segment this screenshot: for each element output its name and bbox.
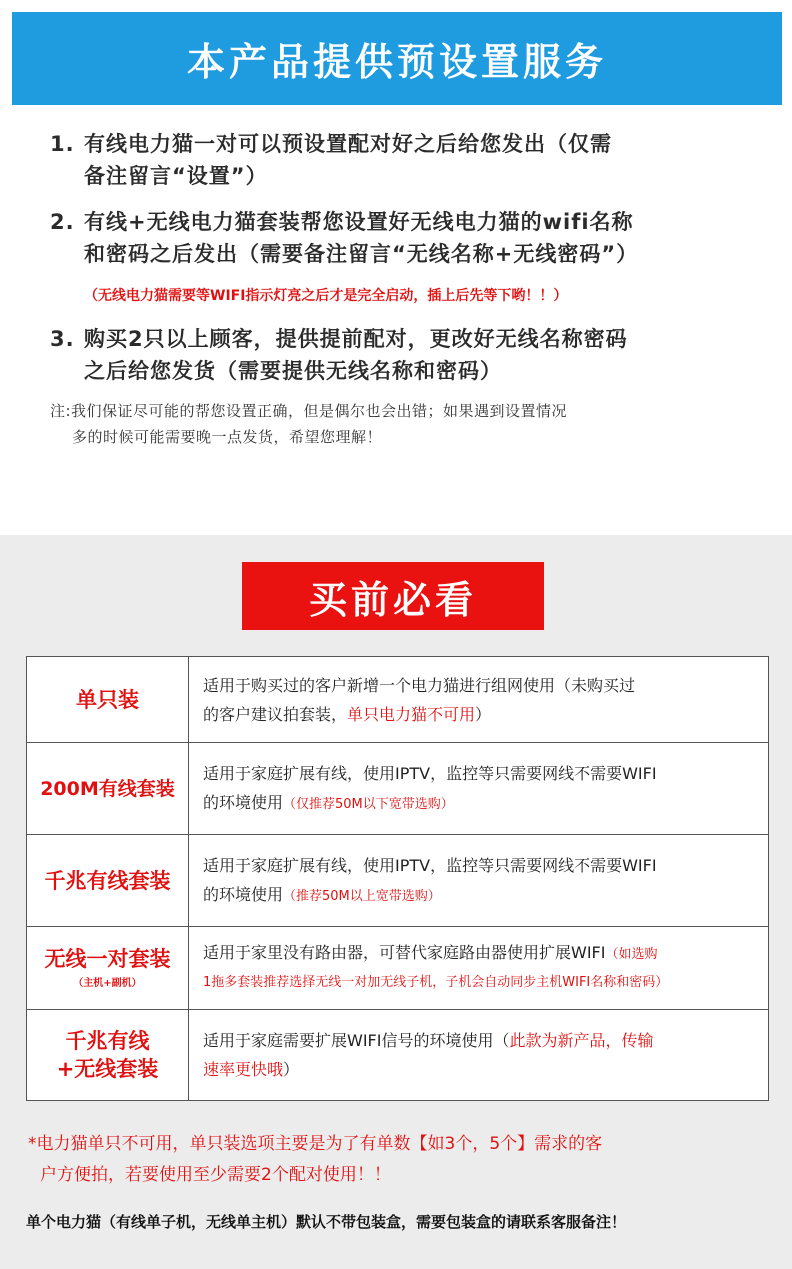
desc-text: 适用于家庭需要扩展WIFI信号的环境使用（	[203, 1031, 510, 1050]
desc-highlight: （仅推荐50M以下宽带选购）	[283, 796, 454, 812]
note-line1: 注:我们保证尽可能的帮您设置正确，但是偶尔也会出错；如果遇到设置情况	[50, 402, 568, 420]
desc-highlight: 速率更快哦	[203, 1060, 284, 1079]
point-number: 2.	[50, 210, 75, 234]
desc-text: 的客户建议拍套装，	[203, 704, 348, 724]
product-name-line2: +无线套装	[56, 1057, 159, 1081]
product-name: 200M有线套装	[27, 743, 189, 835]
point-number: 3.	[50, 327, 75, 351]
buy-banner	[242, 562, 544, 630]
desc-text: 适用于家庭扩展有线，使用IPTV，监控等只需要网线不需要WIFI	[203, 855, 657, 875]
desc-text: 的环境使用	[203, 792, 284, 812]
warning-line1: *电力猫单只不可用，单只装选项主要是为了有单数【如3个，5个】需求的客	[28, 1134, 603, 1154]
desc-text: ）	[475, 704, 492, 724]
product-desc	[189, 743, 769, 835]
point-text-line2: 备注留言“设置”）	[84, 164, 268, 188]
product-name: 单只装	[27, 657, 189, 743]
product-name: 无线一对套装	[44, 947, 171, 971]
point-text-line1: 购买2只以上顾客，提供提前配对，更改好无线名称密码	[84, 327, 628, 351]
product-name-sub: （主机+副机）	[73, 978, 142, 989]
table-row	[27, 657, 769, 743]
product-name-cell	[27, 927, 189, 1010]
single-unit-warning	[28, 1129, 773, 1191]
product-name-cell	[27, 1010, 189, 1101]
desc-text: 适用于家里没有路由器，可替代家庭路由器使用扩展WIFI	[203, 943, 606, 962]
desc-highlight: （推荐50M以上宽带选购）	[283, 888, 441, 904]
wifi-indicator-note: （无线电力猫需要等WIFI指示灯亮之后才是完全启动，插上后先等下哟！！）	[84, 288, 568, 304]
point-number: 1.	[50, 132, 75, 156]
desc-highlight: 1拖多套装推荐选择无线一对加无线子机，子机会自动同步主机WIFI名称和密码）	[203, 975, 669, 990]
product-name-line1: 千兆有线	[65, 1029, 150, 1053]
desc-highlight: 单只电力猫不可用	[347, 704, 476, 724]
point-text-line1: 有线电力猫一对可以预设置配对好之后给您发出（仅需	[84, 132, 612, 156]
preset-service-section	[0, 0, 792, 535]
buy-banner-title: 买前必看	[308, 577, 477, 622]
desc-text: 适用于家庭扩展有线，使用IPTV，监控等只需要网线不需要WIFI	[203, 763, 657, 783]
point-text-line1: 有线+无线电力猫套装帮您设置好无线电力猫的wifi名称	[84, 210, 634, 234]
point-1	[50, 128, 612, 192]
desc-text: ）	[283, 1060, 300, 1079]
table-row	[27, 743, 769, 835]
desc-text: 的环境使用	[203, 884, 284, 904]
point-2	[50, 206, 638, 270]
point-text-line2: 和密码之后发出（需要备注留言“无线名称+无线密码”）	[84, 242, 639, 266]
buy-before-read-section	[0, 535, 792, 1269]
product-table	[26, 656, 769, 1101]
desc-highlight: 此款为新产品，传输	[509, 1031, 654, 1050]
point-text-line2: 之后给您发货（需要提供无线名称和密码）	[84, 359, 502, 383]
table-row	[27, 835, 769, 927]
title-banner	[12, 12, 782, 105]
desc-highlight: （如选购	[605, 947, 658, 962]
product-desc	[189, 1010, 769, 1101]
point-3	[50, 323, 628, 387]
page-title: 本产品提供预设置服务	[186, 40, 607, 84]
table-row	[27, 927, 769, 1010]
disclaimer-note	[50, 398, 567, 450]
warning-line2: 户方便拍，若要使用至少需要2个配对使用！！	[40, 1165, 391, 1185]
desc-text: 适用于购买过的客户新增一个电力猫进行组网使用（未购买过	[203, 675, 636, 695]
note-line2: 多的时候可能需要晚一点发货，希望您理解！	[72, 428, 383, 446]
product-desc	[189, 657, 769, 743]
packaging-note: 单个电力猫（有线单子机，无线单主机）默认不带包装盒，需要包装盒的请联系客服备注！	[26, 1213, 627, 1231]
table-row	[27, 1010, 769, 1101]
product-desc	[189, 927, 769, 1010]
product-desc	[189, 835, 769, 927]
product-name: 千兆有线套装	[27, 835, 189, 927]
